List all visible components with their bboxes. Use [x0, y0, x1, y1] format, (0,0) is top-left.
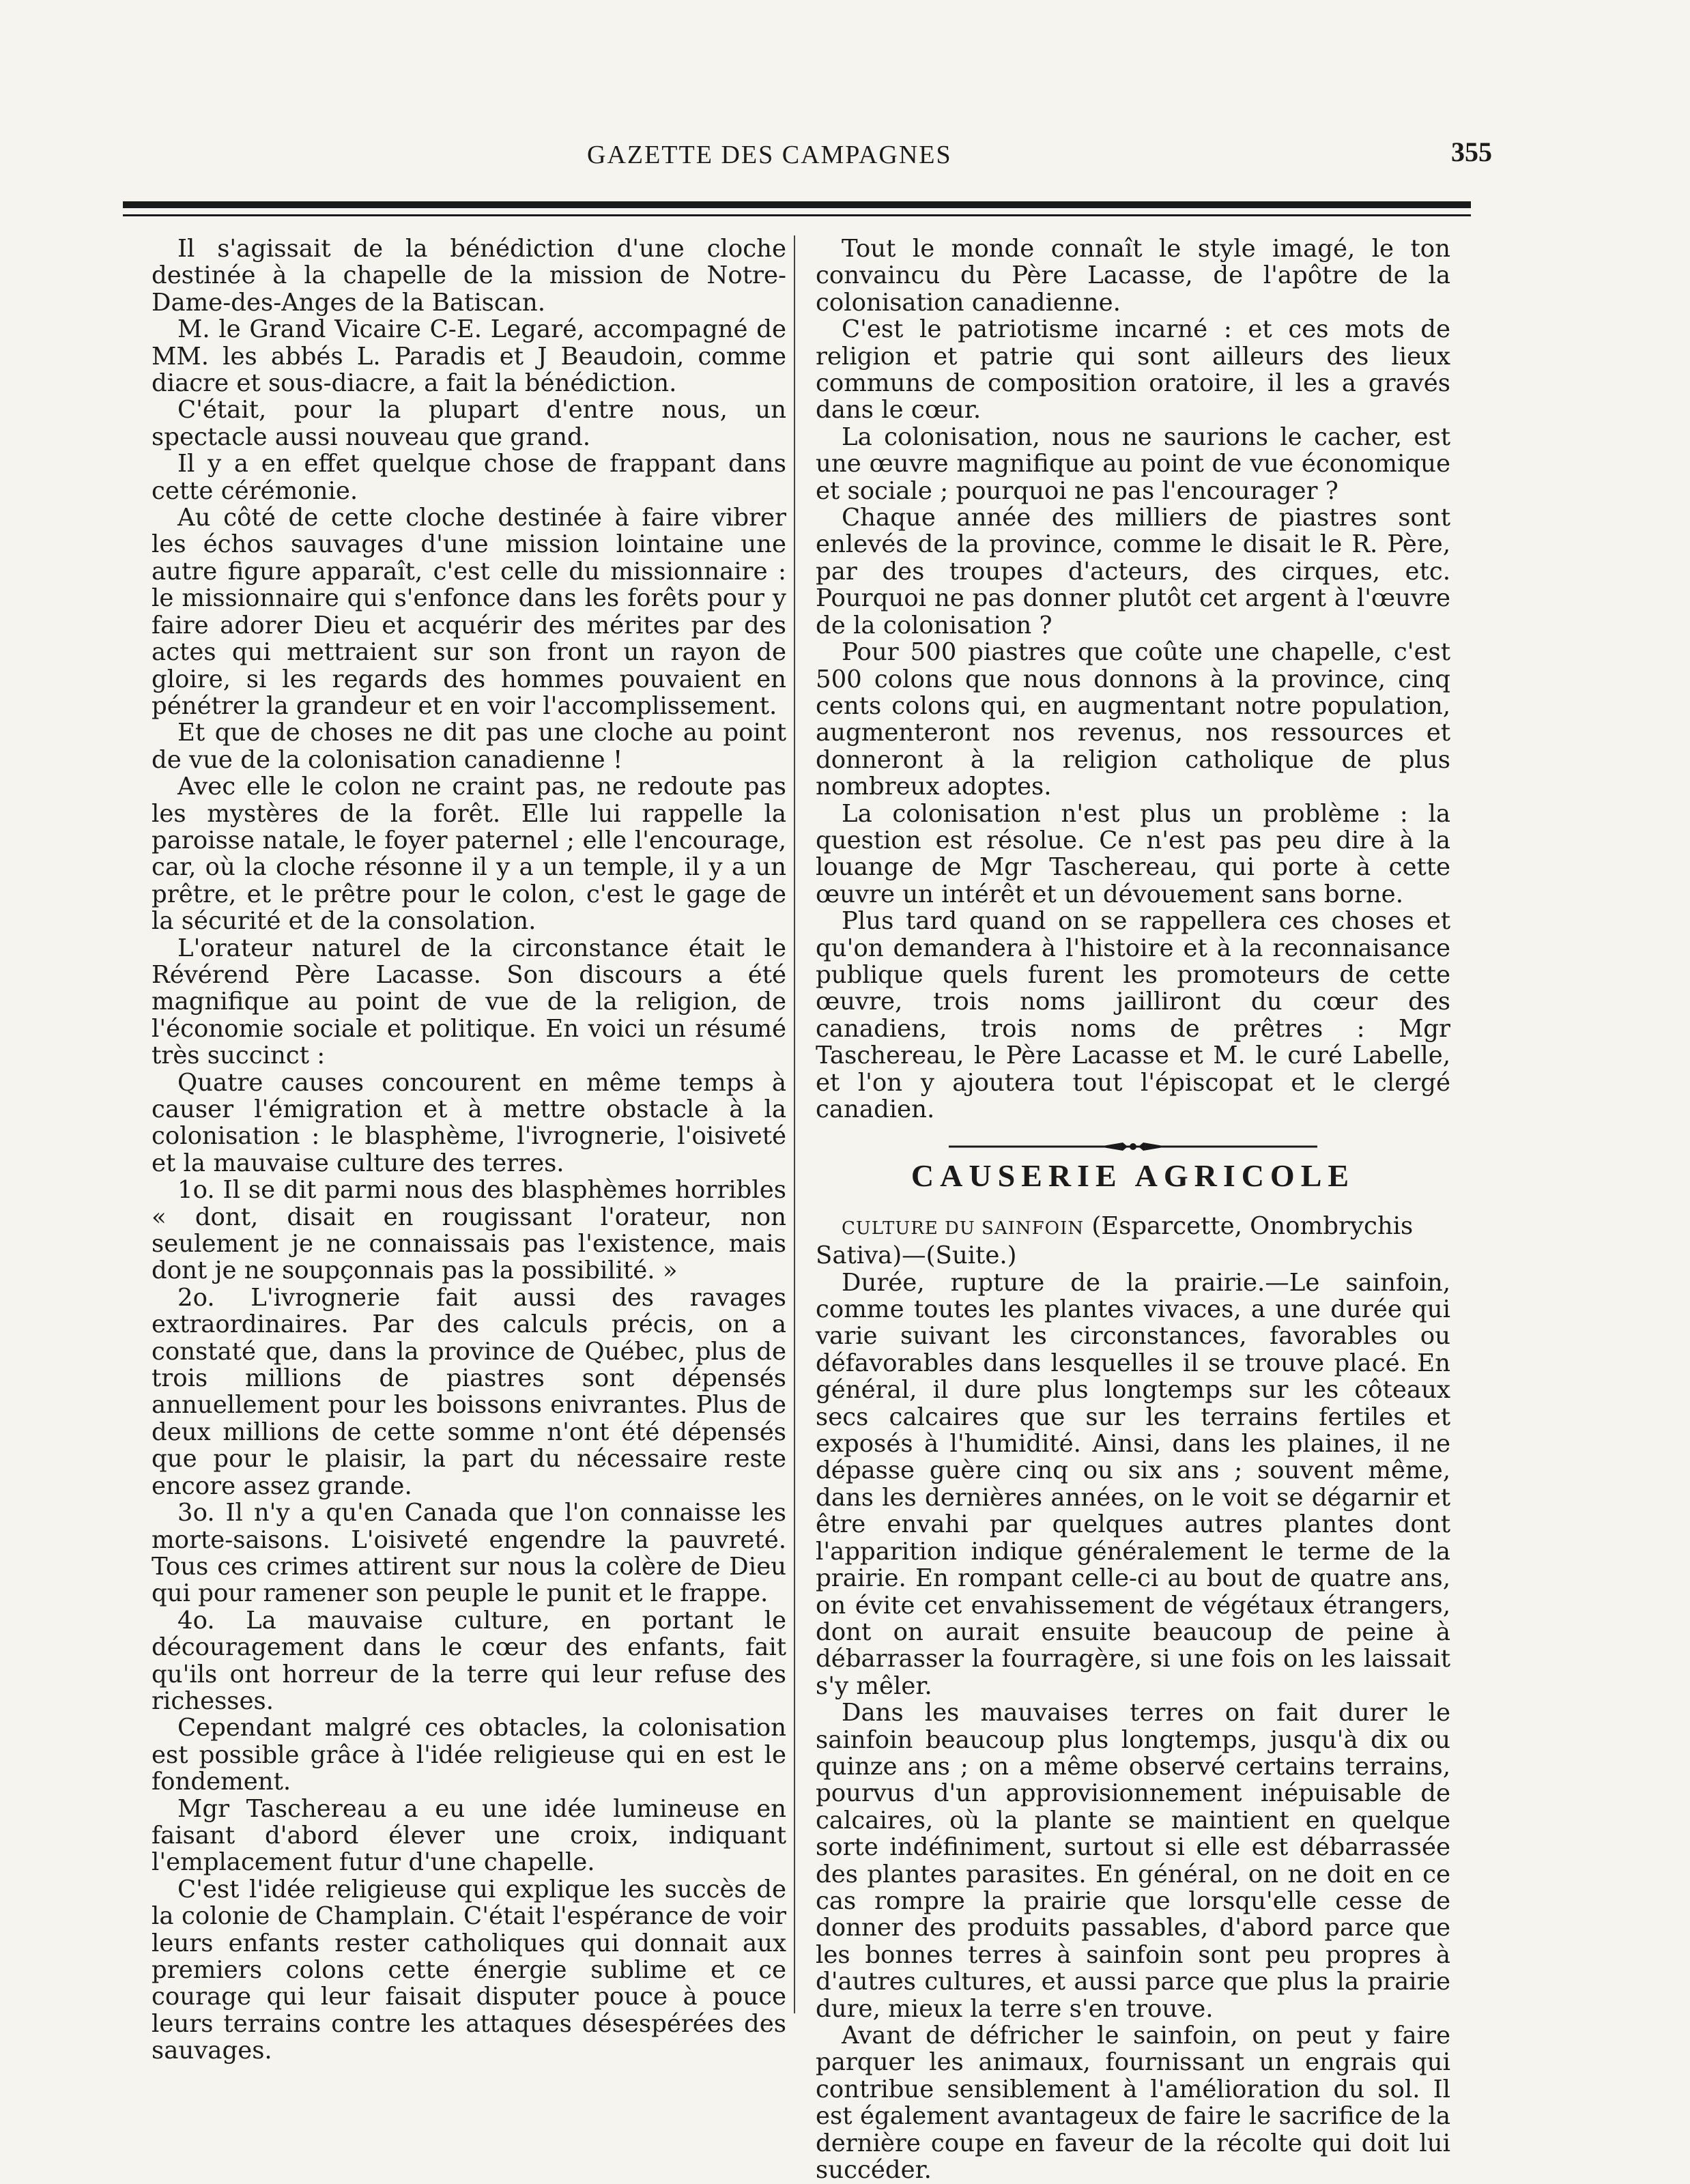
header-rule-thick	[123, 201, 1471, 208]
page-number: 355	[1451, 136, 1492, 167]
paragraph: Cependant malgré ces obtacles, la colonisation est possible grâce à l'idée religieuse qui en est le fondement.	[152, 1714, 786, 1796]
paragraph: Mgr Taschereau a eu une idée lumineuse en faisant d'abord élever une croix, indiquant l'emplacement futur d'une chapelle.	[152, 1794, 786, 1877]
right-column	[816, 235, 1450, 2183]
paragraph: Et que de choses ne dit pas une cloche au point de vue de la colonisation canadienne !	[152, 719, 786, 774]
paragraph: Quatre causes concourent en même temps à causer l'émigration et à mettre obstacle à la colonisation : le blasphème, l'ivrognerie, l'oisiveté et la mauvaise culture des terres.	[152, 1068, 786, 1177]
paragraph: C'est l'idée religieuse qui explique les succès de la colonie de Champlain. C'était l'espérance de voir leurs enfants rester catholiques qui donnait aux premiers colons cette énergie sublime et ce courage qui leur faisait disputer pouce à pouce leurs terrains contre les attaques désespérées des sauvages.	[152, 1875, 786, 2065]
section-subtitle	[816, 1213, 1450, 1269]
left-column	[152, 235, 786, 2065]
paragraph: Durée, rupture de la prairie.—Le sainfoin, comme toutes les plantes vivaces, a une durée qui varie suivant les circonstances, favorables ou défavorables dans lesquelles il se trouve placé. En général, il dure plus longtemps sur les côteaux secs calcaires que sur les terrains fertiles et exposés à l'humidité. Ainsi, dans les plaines, il ne dépasse guère cinq ou six ans ; souvent même, dans les dernières années, on le voit se dégarnir et être envahi par quelques autres plantes dont l'apparition indique généralement le terme de la prairie. En rompant celle-ci au bout de quatre ans, on évite cet envahissement de végétaux étrangers, dont on aurait ensuite beaucoup de peine à débarrasser la fourragère, si une fois on les laissait s'y mêler.	[816, 1268, 1450, 1700]
paragraph: Dans les mauvaises terres on fait durer le sainfoin beaucoup plus longtemps, jusqu'à dix ou quinze ans ; on a même observé certains terrains, pourvus d'un approvisionnement inépuisable de calcaires, où la plante se maintient en quelque sorte indéfiniment, surtout si elle est débarrassée des plantes parasites. En général, on ne doit en ce cas rompre la prairie que lorsqu'elle cesse de donner des produits passables, d'abord parce que les bonnes terres à sainfoin sont peu propres à d'autres cultures, et aussi parce que plus la prairie dure, mieux la terre s'en trouve.	[816, 1699, 1450, 2023]
paragraph: Chaque année des milliers de piastres sont enlevés de la province, comme le disait le R. Père, par des troupes d'acteurs, des cirques, etc. Pourquoi ne pas donner plutôt cet argent à l'œuvre de la colonisation ?	[816, 504, 1450, 640]
paragraph: Tout le monde connaît le style imagé, le ton convaincu du Père Lacasse, de l'apôtre de la colonisation canadienne.	[816, 235, 1450, 317]
paragraph: Il y a en effet quelque chose de frappant dans cette cérémonie.	[152, 450, 786, 505]
paragraph: 3o. Il n'y a qu'en Canada que l'on connaisse les morte-saisons. L'oisiveté engendre la pauvreté. Tous ces crimes attirent sur nous la colère de Dieu qui pour ramener son peuple le punit et le frappe.	[152, 1499, 786, 1608]
paragraph: La colonisation n'est plus un problème : la question est résolue. Ce n'est pas peu dire à la louange de Mgr Taschereau, qui porte à cette œuvre un intérêt et un dévouement sans borne.	[816, 799, 1450, 908]
paragraph: 4o. La mauvaise culture, en portant le découragement dans le cœur des enfants, fait qu'ils ont horreur de la terre qui leur refuse des richesses.	[152, 1606, 786, 1715]
paragraph: M. le Grand Vicaire C-E. Legaré, accompagné de MM. les abbés L. Paradis et J Beaudoin, comme diacre et sous-diacre, a fait la bénédiction.	[152, 315, 786, 398]
paragraph: Avant de défricher le sainfoin, on peut y faire parquer les animaux, fournissant un engrais qui contribue sensiblement à l'amélioration du sol. Il est également avantageux de faire le sacrifice de la dernière coupe en faveur de la récolte qui doit lui succéder.	[816, 2022, 1450, 2184]
subtitle-rest: (Esparcette, Onombrychis Sativa)—(Suite.)	[816, 1211, 1414, 1270]
paragraph: Au côté de cette cloche destinée à faire vibrer les échos sauvages d'une mission lointaine une autre figure apparaît, c'est celle du missionnaire : le missionnaire qui s'enfonce dans les forêts pour y faire adorer Dieu et acquérir des mérites par des actes qui mettraient sur son front un rayon de gloire, si les regards des hommes pouvaient en pénétrer la grandeur et en voir l'accomplissement.	[152, 504, 786, 720]
running-head	[123, 136, 1492, 181]
paragraph: Avec elle le colon ne craint pas, ne redoute pas les mystères de la forêt. Elle lui rappelle la paroisse natale, le foyer paternel ; elle l'encourage, car, où la cloche résonne il y a un temple, il y a un prêtre, et le prêtre pour le colon, c'est le gage de la sécurité et de la consolation.	[152, 773, 786, 936]
ornament-divider	[949, 1140, 1317, 1153]
column-divider	[794, 235, 795, 2013]
paragraph: C'était, pour la plupart d'entre nous, un spectacle aussi nouveau que grand.	[152, 396, 786, 451]
paragraph: C'est le patriotisme incarné : et ces mots de religion et patrie qui sont ailleurs des lieux communs de composition oratoire, il les a gravés dans le cœur.	[816, 315, 1450, 425]
header-rule-thin	[123, 214, 1471, 216]
paragraph: Il s'agissait de la bénédiction d'une cloche destinée à la chapelle de la mission de Notre-Dame-des-Anges de la Batiscan.	[152, 235, 786, 317]
paragraph: Pour 500 piastres que coûte une chapelle, c'est 500 colons que nous donnons à la province, cinq cents colons qui, en augmentant notre population, augmenteront nos revenus, nos ressources et donneront à la religion catholique de plus nombreux adoptes.	[816, 638, 1450, 801]
subtitle-caps: CULTURE DU SAINFOIN	[842, 1218, 1085, 1239]
section-title: CAUSERIE AGRICOLE	[911, 1158, 1356, 1194]
running-title: GAZETTE DES CAMPAGNES	[587, 141, 952, 169]
paragraph: 1o. Il se dit parmi nous des blasphèmes horribles « dont, disait en rougissant l'orateur, non seulement je ne connaissais pas l'existence, mais dont je ne soupçonnais pas la possibilité. »	[152, 1176, 786, 1285]
paragraph: L'orateur naturel de la circonstance était le Révérend Père Lacasse. Son discours a été magnifique au point de vue de la religion, de l'économie sociale et politique. En voici un résumé très succinct :	[152, 934, 786, 1070]
paragraph: Plus tard quand on se rappellera ces choses et qu'on demandera à l'histoire et à la reconnaisance publique quels furent les promoteurs de cette œuvre, trois noms jailliront du cœur des canadiens, trois noms de prêtres : Mgr Taschereau, le Père Lacasse et M. le curé Labelle, et l'on y ajoutera tout l'épiscopat et le clergé canadien.	[816, 907, 1450, 1123]
paragraph: La colonisation, nous ne saurions le cacher, est une œuvre magnifique au point de vue économique et sociale ; pourquoi ne pas l'encourager ?	[816, 422, 1450, 505]
paragraph: 2o. L'ivrognerie fait aussi des ravages extraordinaires. Par des calculs précis, on a constaté que, dans la province de Québec, plus de trois millions de piastres sont dépensés annuellement pour les boissons enivrantes. Plus de deux millions de cette somme n'ont été dépensés que pour le plaisir, la part du nécessaire reste encore assez grande.	[152, 1283, 786, 1500]
